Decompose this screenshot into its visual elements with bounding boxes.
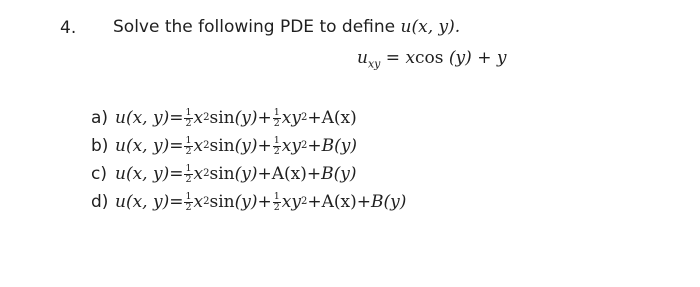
option-b-letter: b) [91,136,109,156]
b-function-term: B(y) [321,164,357,184]
pde-rhs-arg: (y) [443,48,472,68]
func-label: u(x, y) [115,192,170,212]
option-c[interactable] [91,160,406,188]
xy-base: xy [281,108,301,128]
plus-sign: + [257,164,272,184]
fraction-numerator: 1 [273,134,280,146]
pde-rhs-x: x [405,48,416,68]
a-function-term: A(x) [321,192,357,212]
fraction-half [184,192,192,213]
a-function-term: A(x) [271,164,307,184]
option-d[interactable] [91,188,406,216]
prompt-function: u(x, y). [400,17,461,37]
xy-base: xy [281,136,301,156]
fraction-denominator: 2 [273,201,280,213]
fraction-denominator: 2 [273,117,280,129]
xy-base: xy [281,192,301,212]
option-a-expression: u(x, y) = $\frac{1}{2}$ x 2 sin (y) + $\frac{1}{2}$ xy 2 + A(x) [115,106,357,129]
sin-arg: (y) [234,192,258,212]
plus-sign: + [257,136,272,156]
pde-equals: = [380,48,406,68]
fraction-half [273,136,281,157]
plus-sign: + [307,108,322,128]
x-base: x [193,108,204,128]
option-a[interactable] [91,104,406,132]
fraction-numerator: 1 [185,134,192,146]
fraction-half [273,108,281,129]
fraction-half [184,136,192,157]
equals-sign: = [169,192,184,212]
x-base: x [193,192,204,212]
pde-rhs-func: cos [415,48,444,68]
equals-sign: = [169,164,184,184]
option-a-letter: a) [91,108,109,128]
option-d-expression: u(x, y) = $\frac{1}{2}$ x 2 sin (y) + $\frac{1}{2}$ xy 2 + A(x) + B(y) [115,190,407,213]
sin-func: sin [209,136,235,156]
fraction-numerator: 1 [273,106,280,118]
pde-lhs-subscript: xy [367,57,381,71]
plus-sign: + [307,192,322,212]
pde-rhs-tail: + y [471,48,507,68]
fraction-numerator: 1 [273,190,280,202]
plus-sign: + [257,108,272,128]
sin-func: sin [209,108,235,128]
plus-sign: + [356,192,371,212]
plus-sign: + [306,164,322,184]
fraction-denominator: 2 [185,145,192,157]
pde-lhs-base: u [357,48,368,68]
question-prompt [113,17,460,37]
pde-equation [357,48,507,71]
sin-arg: (y) [234,108,258,128]
b-function-term: B(y) [371,192,407,212]
x-base: x [193,164,204,184]
option-b[interactable] [91,132,406,160]
equals-sign: = [169,108,184,128]
prompt-text: Solve the following PDE to define [113,17,401,37]
func-label: u(x, y) [115,108,170,128]
option-c-expression: u(x, y) = $\frac{1}{2}$ x 2 sin (y) + A(x) + B(y) [115,162,357,185]
fraction-denominator: 2 [185,201,192,213]
sin-func: sin [209,192,235,212]
a-function-term: A(x) [321,108,357,128]
fraction-numerator: 1 [185,190,192,202]
question-number: 4. [60,18,77,38]
func-label: u(x, y) [115,164,170,184]
plus-sign: + [307,136,322,156]
sin-func: sin [209,164,235,184]
b-function-term: B(y) [321,136,357,156]
fraction-half [273,192,281,213]
equals-sign: = [169,136,184,156]
x-base: x [193,136,204,156]
func-label: u(x, y) [115,136,170,156]
option-c-letter: c) [91,164,107,184]
option-d-letter: d) [91,192,109,212]
sin-arg: (y) [234,136,258,156]
fraction-numerator: 1 [185,106,192,118]
plus-sign: + [257,192,272,212]
sin-arg: (y) [234,164,258,184]
option-b-expression: u(x, y) = $\frac{1}{2}$ x 2 sin (y) + $\frac{1}{2}$ xy 2 + B(y) [115,134,357,157]
fraction-half [184,164,192,185]
fraction-denominator: 2 [185,117,192,129]
fraction-half [184,108,192,129]
answer-options [91,104,406,216]
fraction-numerator: 1 [185,162,192,174]
fraction-denominator: 2 [273,145,280,157]
fraction-denominator: 2 [185,173,192,185]
